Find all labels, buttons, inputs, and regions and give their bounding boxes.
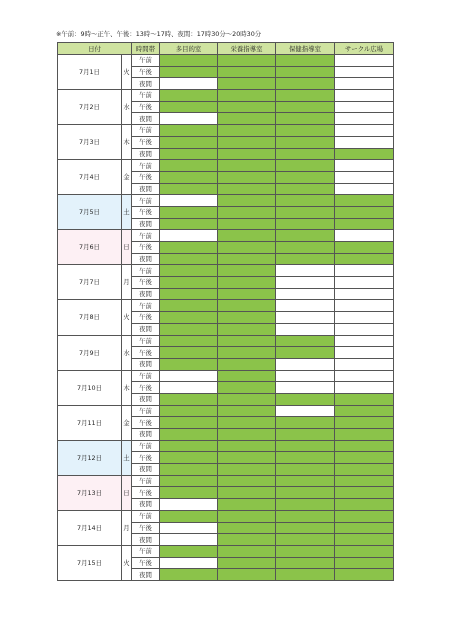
date-cell: 7月11日	[58, 405, 122, 440]
schedule-body	[58, 55, 394, 581]
weekday-cell: 月	[122, 265, 132, 300]
slot-cell-multipurpose[interactable]	[160, 125, 218, 137]
slot-cell-multipurpose[interactable]	[160, 183, 218, 195]
period-cell: 午後	[132, 242, 160, 254]
slot-cell-circle[interactable]	[335, 148, 394, 160]
slot-cell-health[interactable]	[276, 393, 335, 405]
period-cell: 午後	[132, 101, 160, 113]
date-cell: 7月5日	[58, 195, 122, 230]
slot-cell-nutrition[interactable]	[218, 510, 276, 522]
period-cell: 夜間	[132, 148, 160, 160]
header-room-nutrition: 栄養指導室	[218, 43, 276, 55]
slot-cell-nutrition[interactable]	[218, 288, 276, 300]
slot-cell-multipurpose[interactable]	[160, 55, 218, 67]
period-cell: 午前	[132, 265, 160, 277]
slot-cell-multipurpose[interactable]	[160, 487, 218, 499]
weekday-cell: 火	[122, 545, 132, 580]
slot-cell-health[interactable]	[276, 206, 335, 218]
slot-cell-health[interactable]	[276, 300, 335, 312]
slot-cell-circle[interactable]	[335, 125, 394, 137]
period-cell: 午後	[132, 452, 160, 464]
table-row	[58, 125, 394, 137]
slot-cell-nutrition[interactable]	[218, 347, 276, 359]
slot-cell-nutrition[interactable]	[218, 160, 276, 172]
period-cell: 午後	[132, 136, 160, 148]
slot-cell-health[interactable]	[276, 55, 335, 67]
slot-cell-nutrition[interactable]	[218, 405, 276, 417]
table-row	[58, 160, 394, 172]
slot-cell-multipurpose[interactable]	[160, 429, 218, 441]
date-cell: 7月8日	[58, 300, 122, 335]
period-cell: 午後	[132, 557, 160, 569]
date-cell: 7月2日	[58, 90, 122, 125]
slot-cell-nutrition[interactable]	[218, 253, 276, 265]
slot-cell-nutrition[interactable]	[218, 66, 276, 78]
slot-cell-nutrition[interactable]	[218, 417, 276, 429]
period-cell: 午前	[132, 545, 160, 557]
weekday-cell: 月	[122, 510, 132, 545]
slot-cell-circle[interactable]	[335, 464, 394, 476]
slot-cell-nutrition[interactable]	[218, 440, 276, 452]
slot-cell-health[interactable]	[276, 475, 335, 487]
slot-cell-health[interactable]	[276, 253, 335, 265]
period-cell: 夜間	[132, 218, 160, 230]
slot-cell-health[interactable]	[276, 136, 335, 148]
period-cell: 夜間	[132, 78, 160, 90]
slot-cell-circle[interactable]	[335, 253, 394, 265]
date-cell: 7月10日	[58, 370, 122, 405]
slot-cell-circle[interactable]	[335, 429, 394, 441]
period-cell: 夜間	[132, 113, 160, 125]
slot-cell-circle[interactable]	[335, 545, 394, 557]
weekday-cell: 土	[122, 440, 132, 475]
slot-cell-health[interactable]	[276, 335, 335, 347]
weekday-cell: 火	[122, 300, 132, 335]
slot-cell-health[interactable]	[276, 171, 335, 183]
slot-cell-circle[interactable]	[335, 358, 394, 370]
slot-cell-nutrition[interactable]	[218, 148, 276, 160]
slot-cell-circle[interactable]	[335, 382, 394, 394]
period-cell: 午後	[132, 522, 160, 534]
period-cell: 午前	[132, 230, 160, 242]
slot-cell-multipurpose[interactable]	[160, 160, 218, 172]
slot-cell-multipurpose[interactable]	[160, 370, 218, 382]
slot-cell-multipurpose[interactable]	[160, 510, 218, 522]
period-cell: 午後	[132, 417, 160, 429]
table-row	[58, 265, 394, 277]
weekday-cell: 木	[122, 125, 132, 160]
period-cell: 夜間	[132, 569, 160, 581]
table-row	[58, 55, 394, 67]
period-cell: 夜間	[132, 358, 160, 370]
slot-cell-nutrition[interactable]	[218, 55, 276, 67]
slot-cell-health[interactable]	[276, 113, 335, 125]
slot-cell-circle[interactable]	[335, 300, 394, 312]
period-cell: 夜間	[132, 253, 160, 265]
slot-cell-multipurpose[interactable]	[160, 475, 218, 487]
slot-cell-nutrition[interactable]	[218, 557, 276, 569]
period-cell: 午後	[132, 277, 160, 289]
slot-cell-health[interactable]	[276, 487, 335, 499]
slot-cell-health[interactable]	[276, 382, 335, 394]
date-cell: 7月13日	[58, 475, 122, 510]
date-cell: 7月4日	[58, 160, 122, 195]
period-cell: 午前	[132, 300, 160, 312]
weekday-cell: 金	[122, 405, 132, 440]
period-cell: 夜間	[132, 464, 160, 476]
slot-cell-circle[interactable]	[335, 242, 394, 254]
slot-cell-circle[interactable]	[335, 393, 394, 405]
weekday-cell: 木	[122, 370, 132, 405]
period-cell: 午前	[132, 475, 160, 487]
slot-cell-multipurpose[interactable]	[160, 347, 218, 359]
table-row	[58, 370, 394, 382]
slot-cell-circle[interactable]	[335, 417, 394, 429]
slot-cell-circle[interactable]	[335, 534, 394, 546]
slot-cell-circle[interactable]	[335, 522, 394, 534]
table-row	[58, 545, 394, 557]
table-row	[58, 510, 394, 522]
slot-cell-nutrition[interactable]	[218, 429, 276, 441]
slot-cell-circle[interactable]	[335, 136, 394, 148]
header-row	[58, 43, 394, 55]
slot-cell-circle[interactable]	[335, 90, 394, 102]
period-cell: 夜間	[132, 288, 160, 300]
slot-cell-circle[interactable]	[335, 475, 394, 487]
slot-cell-nutrition[interactable]	[218, 101, 276, 113]
slot-cell-nutrition[interactable]	[218, 569, 276, 581]
period-cell: 午前	[132, 125, 160, 137]
slot-cell-circle[interactable]	[335, 452, 394, 464]
weekday-cell: 日	[122, 475, 132, 510]
slot-cell-health[interactable]	[276, 230, 335, 242]
slot-cell-nutrition[interactable]	[218, 136, 276, 148]
period-cell: 午後	[132, 487, 160, 499]
slot-cell-multipurpose[interactable]	[160, 101, 218, 113]
header-room-multipurpose: 多目的室	[160, 43, 218, 55]
slot-cell-multipurpose[interactable]	[160, 300, 218, 312]
slot-cell-health[interactable]	[276, 522, 335, 534]
slot-cell-health[interactable]	[276, 358, 335, 370]
date-cell: 7月3日	[58, 125, 122, 160]
slot-cell-health[interactable]	[276, 545, 335, 557]
slot-cell-circle[interactable]	[335, 557, 394, 569]
date-cell: 7月6日	[58, 230, 122, 265]
period-cell: 夜間	[132, 534, 160, 546]
slot-cell-circle[interactable]	[335, 171, 394, 183]
slot-cell-multipurpose[interactable]	[160, 195, 218, 207]
table-row	[58, 300, 394, 312]
weekday-cell: 土	[122, 195, 132, 230]
slot-cell-circle[interactable]	[335, 440, 394, 452]
header-room-health: 保健指導室	[276, 43, 335, 55]
period-cell: 午前	[132, 90, 160, 102]
slot-cell-health[interactable]	[276, 242, 335, 254]
slot-cell-circle[interactable]	[335, 335, 394, 347]
slot-cell-multipurpose[interactable]	[160, 218, 218, 230]
slot-cell-circle[interactable]	[335, 510, 394, 522]
period-cell: 午後	[132, 347, 160, 359]
period-cell: 午後	[132, 66, 160, 78]
slot-cell-health[interactable]	[276, 312, 335, 324]
table-row	[58, 230, 394, 242]
slot-cell-nutrition[interactable]	[218, 90, 276, 102]
period-cell: 午前	[132, 405, 160, 417]
slot-cell-multipurpose[interactable]	[160, 253, 218, 265]
slot-cell-multipurpose[interactable]	[160, 393, 218, 405]
slot-cell-multipurpose[interactable]	[160, 452, 218, 464]
slot-cell-multipurpose[interactable]	[160, 405, 218, 417]
period-cell: 午前	[132, 160, 160, 172]
slot-cell-multipurpose[interactable]	[160, 534, 218, 546]
slot-cell-health[interactable]	[276, 323, 335, 335]
slot-cell-nutrition[interactable]	[218, 370, 276, 382]
slot-cell-circle[interactable]	[335, 230, 394, 242]
weekday-cell: 火	[122, 55, 132, 90]
slot-cell-circle[interactable]	[335, 370, 394, 382]
slot-cell-circle[interactable]	[335, 405, 394, 417]
slot-cell-circle[interactable]	[335, 195, 394, 207]
slot-cell-health[interactable]	[276, 288, 335, 300]
slot-cell-health[interactable]	[276, 557, 335, 569]
slot-cell-circle[interactable]	[335, 265, 394, 277]
table-row	[58, 335, 394, 347]
slot-cell-multipurpose[interactable]	[160, 148, 218, 160]
slot-cell-health[interactable]	[276, 148, 335, 160]
slot-cell-health[interactable]	[276, 78, 335, 90]
slot-cell-nutrition[interactable]	[218, 464, 276, 476]
slot-cell-nutrition[interactable]	[218, 230, 276, 242]
slot-cell-health[interactable]	[276, 101, 335, 113]
date-cell: 7月7日	[58, 265, 122, 300]
table-row	[58, 405, 394, 417]
slot-cell-circle[interactable]	[335, 183, 394, 195]
slot-cell-nutrition[interactable]	[218, 113, 276, 125]
period-cell: 夜間	[132, 393, 160, 405]
slot-cell-multipurpose[interactable]	[160, 90, 218, 102]
slot-cell-health[interactable]	[276, 66, 335, 78]
time-note: ※午前：9時～正午、午後：13時～17時、夜間：17時30分～20時30分	[56, 30, 262, 38]
slot-cell-circle[interactable]	[335, 78, 394, 90]
slot-cell-circle[interactable]	[335, 499, 394, 511]
period-cell: 午前	[132, 440, 160, 452]
slot-cell-nutrition[interactable]	[218, 171, 276, 183]
slot-cell-multipurpose[interactable]	[160, 545, 218, 557]
slot-cell-nutrition[interactable]	[218, 206, 276, 218]
slot-cell-multipurpose[interactable]	[160, 78, 218, 90]
slot-cell-multipurpose[interactable]	[160, 171, 218, 183]
slot-cell-nutrition[interactable]	[218, 358, 276, 370]
slot-cell-nutrition[interactable]	[218, 195, 276, 207]
slot-cell-circle[interactable]	[335, 101, 394, 113]
slot-cell-multipurpose[interactable]	[160, 312, 218, 324]
slot-cell-multipurpose[interactable]	[160, 206, 218, 218]
table-row	[58, 90, 394, 102]
slot-cell-multipurpose[interactable]	[160, 242, 218, 254]
room-schedule-table	[57, 42, 394, 581]
slot-cell-nutrition[interactable]	[218, 382, 276, 394]
slot-cell-multipurpose[interactable]	[160, 230, 218, 242]
period-cell: 夜間	[132, 323, 160, 335]
slot-cell-health[interactable]	[276, 499, 335, 511]
slot-cell-nutrition[interactable]	[218, 312, 276, 324]
slot-cell-nutrition[interactable]	[218, 265, 276, 277]
slot-cell-circle[interactable]	[335, 347, 394, 359]
slot-cell-health[interactable]	[276, 534, 335, 546]
slot-cell-multipurpose[interactable]	[160, 136, 218, 148]
slot-cell-nutrition[interactable]	[218, 452, 276, 464]
slot-cell-multipurpose[interactable]	[160, 417, 218, 429]
weekday-cell: 金	[122, 160, 132, 195]
period-cell: 午前	[132, 370, 160, 382]
slot-cell-health[interactable]	[276, 347, 335, 359]
slot-cell-circle[interactable]	[335, 218, 394, 230]
slot-cell-circle[interactable]	[335, 312, 394, 324]
period-cell: 午後	[132, 206, 160, 218]
slot-cell-multipurpose[interactable]	[160, 440, 218, 452]
slot-cell-health[interactable]	[276, 277, 335, 289]
slot-cell-nutrition[interactable]	[218, 78, 276, 90]
slot-cell-nutrition[interactable]	[218, 125, 276, 137]
slot-cell-health[interactable]	[276, 452, 335, 464]
slot-cell-health[interactable]	[276, 569, 335, 581]
slot-cell-circle[interactable]	[335, 569, 394, 581]
slot-cell-circle[interactable]	[335, 277, 394, 289]
slot-cell-health[interactable]	[276, 464, 335, 476]
slot-cell-health[interactable]	[276, 405, 335, 417]
slot-cell-nutrition[interactable]	[218, 335, 276, 347]
slot-cell-health[interactable]	[276, 417, 335, 429]
slot-cell-nutrition[interactable]	[218, 277, 276, 289]
period-cell: 夜間	[132, 183, 160, 195]
slot-cell-circle[interactable]	[335, 288, 394, 300]
slot-cell-health[interactable]	[276, 218, 335, 230]
period-cell: 午後	[132, 312, 160, 324]
slot-cell-nutrition[interactable]	[218, 534, 276, 546]
weekday-cell: 水	[122, 335, 132, 370]
slot-cell-multipurpose[interactable]	[160, 382, 218, 394]
slot-cell-circle[interactable]	[335, 160, 394, 172]
slot-cell-health[interactable]	[276, 90, 335, 102]
header-room-circle: サークル広場	[335, 43, 394, 55]
period-cell: 午前	[132, 55, 160, 67]
date-cell: 7月9日	[58, 335, 122, 370]
header-date: 日付	[58, 43, 132, 55]
slot-cell-health[interactable]	[276, 265, 335, 277]
slot-cell-multipurpose[interactable]	[160, 277, 218, 289]
slot-cell-health[interactable]	[276, 510, 335, 522]
slot-cell-nutrition[interactable]	[218, 218, 276, 230]
header-period: 時間帯	[132, 43, 160, 55]
period-cell: 午後	[132, 382, 160, 394]
slot-cell-circle[interactable]	[335, 66, 394, 78]
slot-cell-nutrition[interactable]	[218, 300, 276, 312]
slot-cell-multipurpose[interactable]	[160, 522, 218, 534]
slot-cell-multipurpose[interactable]	[160, 265, 218, 277]
slot-cell-nutrition[interactable]	[218, 522, 276, 534]
slot-cell-health[interactable]	[276, 183, 335, 195]
slot-cell-health[interactable]	[276, 195, 335, 207]
date-cell: 7月12日	[58, 440, 122, 475]
slot-cell-multipurpose[interactable]	[160, 358, 218, 370]
period-cell: 夜間	[132, 429, 160, 441]
slot-cell-health[interactable]	[276, 160, 335, 172]
period-cell: 午前	[132, 510, 160, 522]
period-cell: 午前	[132, 195, 160, 207]
slot-cell-nutrition[interactable]	[218, 393, 276, 405]
date-cell: 7月1日	[58, 55, 122, 90]
slot-cell-nutrition[interactable]	[218, 487, 276, 499]
date-cell: 7月15日	[58, 545, 122, 580]
table-row	[58, 475, 394, 487]
weekday-cell: 日	[122, 230, 132, 265]
slot-cell-multipurpose[interactable]	[160, 569, 218, 581]
slot-cell-multipurpose[interactable]	[160, 464, 218, 476]
slot-cell-circle[interactable]	[335, 487, 394, 499]
slot-cell-health[interactable]	[276, 370, 335, 382]
table-row	[58, 195, 394, 207]
slot-cell-nutrition[interactable]	[218, 242, 276, 254]
weekday-cell: 水	[122, 90, 132, 125]
slot-cell-multipurpose[interactable]	[160, 335, 218, 347]
slot-cell-circle[interactable]	[335, 206, 394, 218]
period-cell: 夜間	[132, 499, 160, 511]
slot-cell-health[interactable]	[276, 125, 335, 137]
slot-cell-nutrition[interactable]	[218, 545, 276, 557]
period-cell: 午後	[132, 171, 160, 183]
slot-cell-circle[interactable]	[335, 55, 394, 67]
slot-cell-multipurpose[interactable]	[160, 66, 218, 78]
slot-cell-nutrition[interactable]	[218, 183, 276, 195]
slot-cell-nutrition[interactable]	[218, 323, 276, 335]
slot-cell-multipurpose[interactable]	[160, 557, 218, 569]
slot-cell-multipurpose[interactable]	[160, 113, 218, 125]
slot-cell-nutrition[interactable]	[218, 499, 276, 511]
slot-cell-health[interactable]	[276, 429, 335, 441]
table-row	[58, 440, 394, 452]
period-cell: 午前	[132, 335, 160, 347]
slot-cell-multipurpose[interactable]	[160, 323, 218, 335]
slot-cell-multipurpose[interactable]	[160, 288, 218, 300]
slot-cell-circle[interactable]	[335, 323, 394, 335]
slot-cell-nutrition[interactable]	[218, 475, 276, 487]
slot-cell-circle[interactable]	[335, 113, 394, 125]
date-cell: 7月14日	[58, 510, 122, 545]
slot-cell-multipurpose[interactable]	[160, 499, 218, 511]
slot-cell-health[interactable]	[276, 440, 335, 452]
